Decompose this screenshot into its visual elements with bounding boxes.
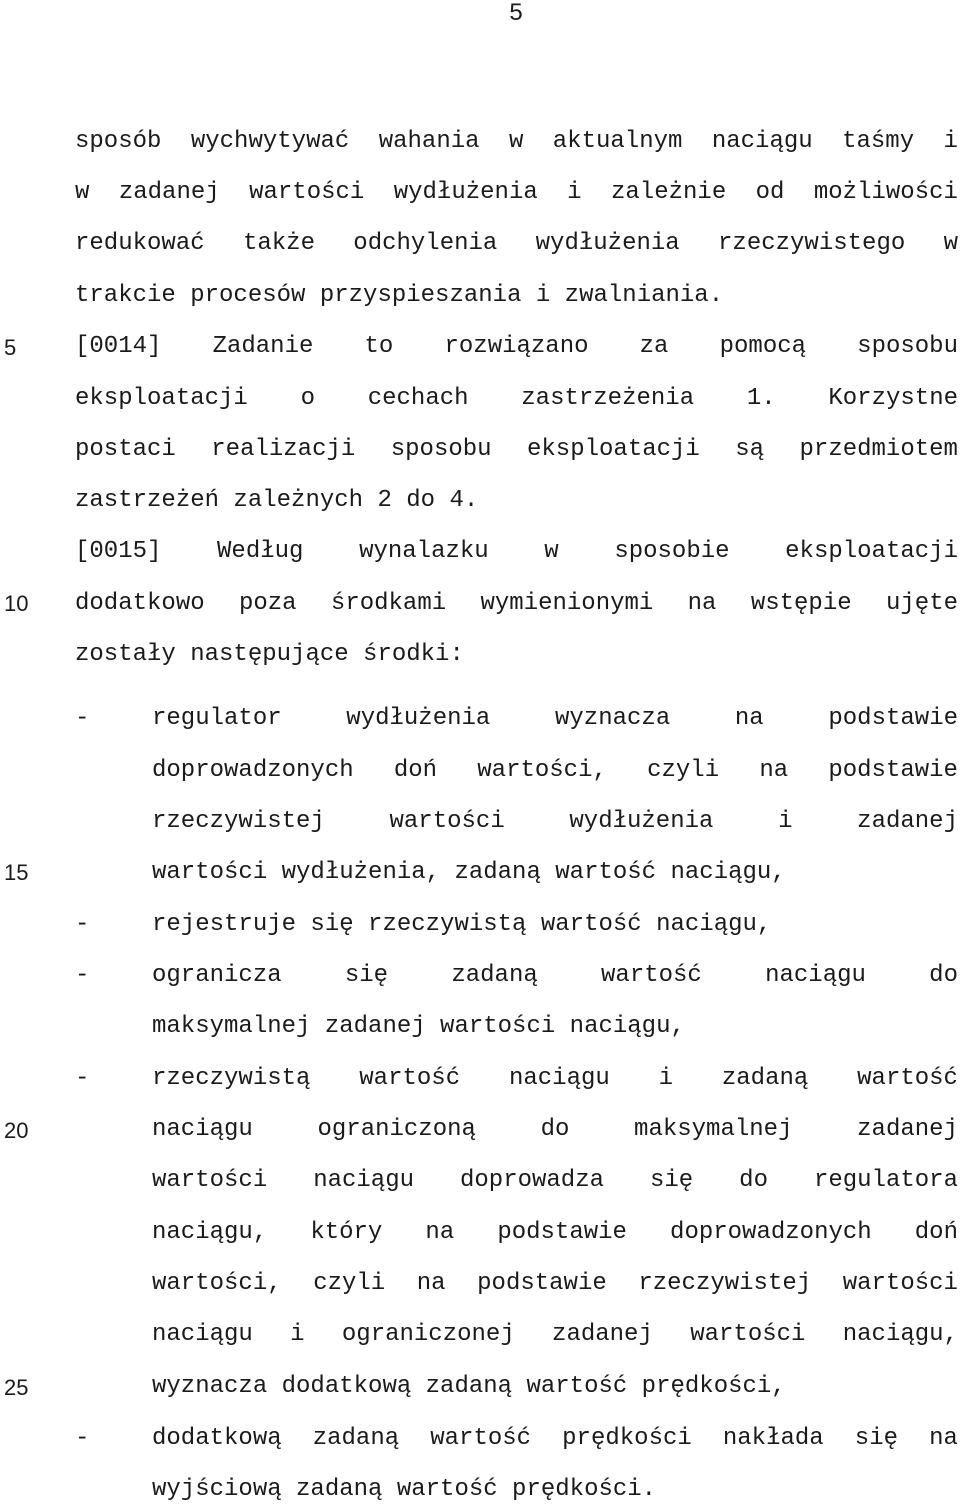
paragraph-word: wahania [378, 128, 480, 155]
list-item-word: doprowadza [459, 1167, 605, 1194]
list-item-word: wartości [389, 808, 505, 835]
list-item-line [152, 1012, 958, 1042]
list-item-line [152, 1064, 958, 1094]
paragraph-word: redukować [75, 230, 205, 257]
paragraph-line [75, 332, 958, 362]
list-item-word: zadaną [312, 1425, 400, 1452]
list-item-line [152, 1475, 958, 1505]
list-item-word: wartości [690, 1321, 806, 1348]
paragraph-word: realizacji [211, 436, 356, 463]
list-item-word: ograniczoną [317, 1116, 476, 1143]
paragraph-word: eksploatacji [75, 385, 248, 412]
list-item-word: do [739, 1167, 768, 1194]
list-item-line [152, 1115, 958, 1145]
list-item-line [152, 1320, 958, 1350]
paragraph-word: dodatkowo [75, 590, 205, 617]
list-item-line-text: rejestruje się rzeczywistą wartość naciągu, [152, 911, 772, 938]
paragraph-line-text: zastrzeżeń zależnych 2 do 4. [75, 487, 479, 514]
list-item-word: podstawie [828, 757, 958, 784]
list-item-word: na [759, 757, 789, 784]
paragraph-word: w [508, 128, 524, 155]
list-item-word: podstawie [828, 705, 958, 732]
list-item-word: podstawie [477, 1270, 607, 1297]
list-item-word: wartości [842, 1270, 958, 1297]
paragraph-word: rozwiązano [444, 333, 589, 360]
paragraph-word: o [300, 385, 315, 412]
paragraph-word: sposobu [390, 436, 492, 463]
paragraph-word: i [943, 128, 958, 155]
list-item-word: czyli [647, 757, 720, 784]
list-item-word: naciągu [152, 1321, 253, 1348]
list-item-word: do [929, 962, 958, 989]
list-item-word: zadaną [451, 962, 538, 989]
paragraph-word: naciągu [711, 128, 813, 155]
list-item-word: naciągu [152, 1116, 253, 1143]
paragraph-word: eksploatacji [527, 436, 700, 463]
paragraph-word: aktualnym [552, 128, 683, 155]
paragraph-word: rzeczywistego [718, 230, 906, 257]
list-item-word: rzeczywistą [152, 1065, 311, 1092]
list-item-word: zadaną [721, 1065, 809, 1092]
list-item-word: i [778, 808, 793, 835]
list-item-line [152, 1166, 958, 1196]
margin-line-number: 25 [4, 1375, 29, 1400]
list-item-line-text: wyznacza dodatkową zadaną wartość prędkości, [152, 1373, 786, 1400]
list-item-word: który [310, 1219, 383, 1246]
paragraph-line-text: zostały następujące środki: [75, 641, 464, 668]
list-item-word: maksymalnej [634, 1116, 793, 1143]
list-item-line [152, 1372, 958, 1402]
list-item-word: ogranicza [152, 962, 282, 989]
paragraph-word: to [364, 333, 394, 360]
paragraph-word: Według [217, 538, 304, 565]
margin-line-number: 5 [4, 335, 17, 360]
paragraph-line [75, 229, 958, 259]
paragraph-word: poza [238, 590, 297, 617]
paragraph-word: możliwości [813, 179, 958, 206]
paragraph-line [75, 281, 958, 311]
list-item-word: rzeczywistej [638, 1270, 812, 1297]
paragraph-word: pomocą [719, 333, 807, 360]
list-item-word: na [734, 705, 764, 732]
list-dash: - [75, 705, 90, 732]
list-item-word: wartości, [152, 1270, 282, 1297]
list-item-word: regulatora [813, 1167, 958, 1194]
margin-line-number: 15 [4, 860, 29, 885]
paragraph-line [75, 127, 958, 157]
list-item-word: naciągu [313, 1167, 415, 1194]
paragraph-word: postaci [75, 436, 176, 463]
list-item-word: wartość [857, 1065, 958, 1092]
paragraph-word: taśmy [842, 128, 915, 155]
list-item-line-text: wyjściową zadaną wartość prędkości. [152, 1476, 657, 1503]
list-item-line-text: wartości wydłużenia, zadaną wartość naciągu, [152, 859, 786, 886]
list-item-word: naciągu, [842, 1321, 958, 1348]
list-item-word: czyli [313, 1270, 386, 1297]
list-item-word: do [540, 1116, 570, 1143]
paragraph-line [75, 640, 958, 670]
paragraph-word: w [544, 538, 559, 565]
margin-line-number: 20 [4, 1118, 29, 1143]
paragraph-word: w [75, 179, 90, 206]
list-item-word: doń [914, 1219, 958, 1246]
list-dash: - [75, 911, 90, 938]
paragraph-word: wynalazku [359, 538, 489, 565]
list-item-word: rzeczywistej [152, 808, 325, 835]
list-item-line [152, 858, 958, 888]
paragraph-line [75, 486, 958, 516]
list-dash: - [75, 1065, 90, 1092]
list-item-line [152, 961, 958, 991]
list-item-word: dodatkową [152, 1425, 282, 1452]
list-item-word: zadanej [552, 1321, 653, 1348]
list-dash: - [75, 1425, 90, 1452]
list-item-word: prędkości [562, 1425, 692, 1452]
list-item-word: regulator [152, 705, 282, 732]
paragraph-word: wydłużenia [535, 230, 680, 257]
list-item-word: zadanej [857, 1116, 958, 1143]
paragraph-word: odchylenia [353, 230, 498, 257]
list-item-word: nakłada [722, 1425, 824, 1452]
list-item-word: doprowadzonych [152, 757, 354, 784]
paragraph-word: wydłużenia [393, 179, 538, 206]
paragraph-word: wymienionymi [480, 590, 654, 617]
list-item-line [152, 756, 958, 786]
list-item-word: i [658, 1065, 674, 1092]
paragraph-word: od [755, 179, 785, 206]
list-item-word: się [854, 1425, 899, 1452]
list-item-line [152, 1269, 958, 1299]
paragraph-word: Zadanie [212, 333, 314, 360]
list-item-word: wartość [359, 1065, 461, 1092]
paragraph-word: także [242, 230, 315, 257]
paragraph-word: za [639, 333, 669, 360]
list-item-word: wydłużenia [569, 808, 714, 835]
list-item-word: doprowadzonych [670, 1219, 872, 1246]
paragraph-word: [0014] [75, 333, 162, 360]
paragraph-word: wartości [249, 179, 365, 206]
paragraph-line [75, 435, 958, 465]
list-dash: - [75, 962, 90, 989]
paragraph-word: na [687, 590, 717, 617]
paragraph-word: i [567, 179, 582, 206]
list-item-word: na [425, 1219, 455, 1246]
paragraph-word: środkami [330, 590, 447, 617]
page-number: 5 [509, 0, 523, 26]
list-item-word: się [344, 962, 389, 989]
paragraph-line [75, 589, 958, 619]
paragraph-word: sposób [75, 128, 162, 155]
paragraph-word: sposobu [857, 333, 958, 360]
paragraph-line [75, 384, 958, 414]
paragraph-word: eksploatacji [785, 538, 958, 565]
paragraph-line [75, 178, 958, 208]
list-item-line [152, 910, 958, 940]
list-item-line-text: maksymalnej zadanej wartości naciągu, [152, 1013, 685, 1040]
paragraph-word: zależnie [611, 179, 727, 206]
paragraph-word: [0015] [75, 538, 162, 565]
paragraph-word: 1. [746, 385, 776, 412]
paragraph-word: wstępie [750, 590, 852, 617]
list-item-word: podstawie [497, 1219, 627, 1246]
list-item-word: wydłużenia [346, 705, 491, 732]
list-item-word: się [649, 1167, 694, 1194]
list-item-word: naciągu [508, 1065, 610, 1092]
list-item-line [152, 704, 958, 734]
list-item-word: wartość [601, 962, 702, 989]
list-item-word: naciągu [765, 962, 866, 989]
paragraph-word: ujęte [885, 590, 958, 617]
paragraph-word: zastrzeżenia [521, 385, 695, 412]
paragraph-word: w [943, 230, 958, 257]
paragraph-word: wychwytywać [190, 128, 350, 155]
list-item-word: zadanej [857, 808, 958, 835]
paragraph-word: Korzystne [828, 385, 958, 412]
paragraph-line [75, 537, 958, 567]
margin-line-number: 10 [4, 591, 29, 616]
list-item-word: doń [393, 757, 438, 784]
paragraph-word: cechach [367, 385, 469, 412]
paragraph-word: przedmiotem [799, 436, 958, 463]
paragraph-line-text: trakcie procesów przyspieszania i zwalniania. [75, 282, 724, 309]
list-item-line [152, 1218, 958, 1248]
paragraph-word: sposobie [614, 538, 730, 565]
list-item-word: naciągu, [152, 1219, 268, 1246]
paragraph-word: są [735, 436, 765, 463]
list-item-line [152, 807, 958, 837]
list-item-word: wartości [152, 1167, 268, 1194]
list-item-word: wartości, [477, 757, 607, 784]
list-item-line [152, 1424, 958, 1454]
list-item-word: i [290, 1321, 305, 1348]
list-item-word: ograniczonej [341, 1321, 515, 1348]
list-item-word: na [416, 1270, 446, 1297]
list-item-word: wyznacza [555, 705, 671, 732]
paragraph-word: zadanej [118, 179, 220, 206]
list-item-word: wartość [430, 1425, 532, 1452]
list-item-word: na [929, 1425, 958, 1452]
